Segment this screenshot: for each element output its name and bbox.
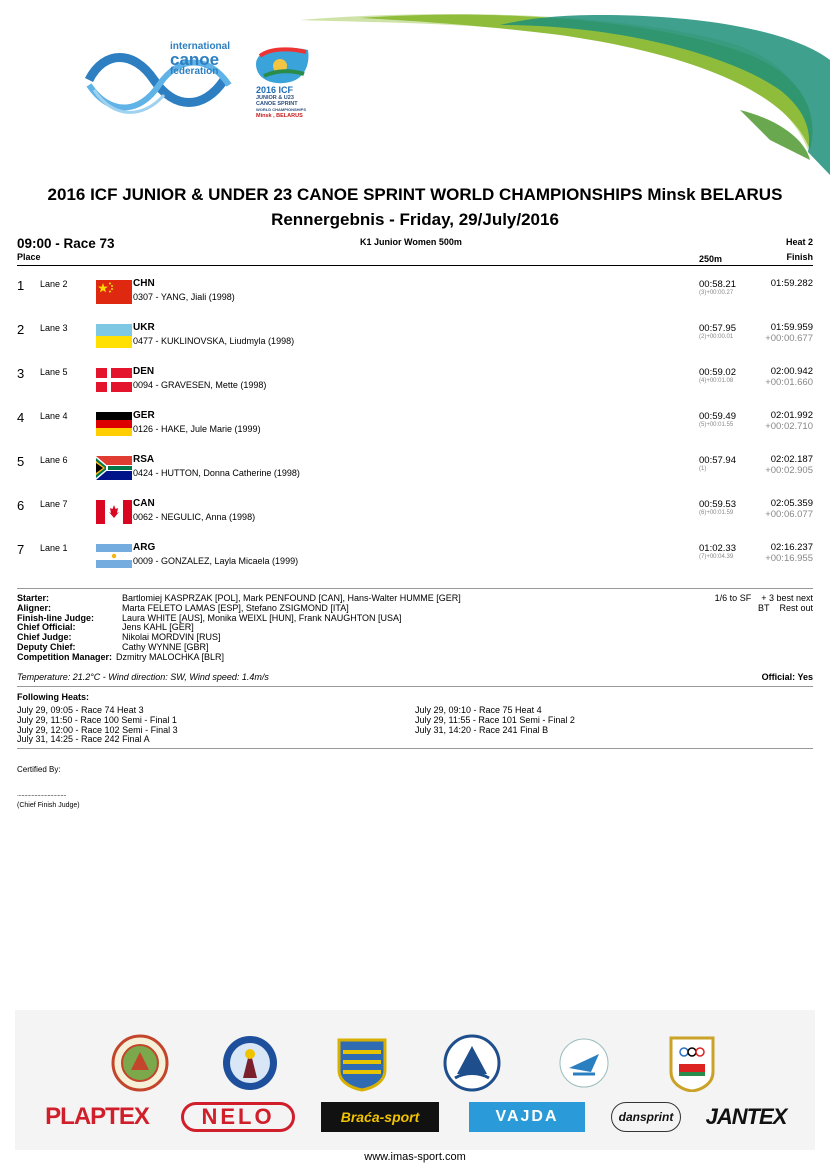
can-flag-icon	[96, 500, 132, 524]
finish-time: 02:00.942	[770, 366, 813, 377]
event-logo-line-4: WORLD CHAMPIONSHIPS	[256, 107, 306, 112]
ukr-flag-icon	[96, 324, 132, 348]
following-heat: July 29, 12:00 - Race 102 Semi - Final 3	[17, 724, 178, 735]
following-heat: July 31, 14:20 - Race 241 Final B	[415, 724, 549, 735]
official-row	[17, 633, 461, 643]
split-250m-diff: (4)+00:01.08	[699, 378, 734, 384]
result-row	[0, 488, 830, 532]
official-role: Chief Official:	[17, 622, 76, 633]
athlete-name: 0477 - KUKLINOVSKA, Liudmyla (1998)	[133, 336, 295, 346]
split-250m-diff: (3)+00:00.27	[699, 290, 734, 296]
finish-time: 01:59.959	[770, 322, 813, 333]
sport-ministry-logo	[555, 1034, 613, 1092]
place-number: 6	[17, 498, 25, 513]
athlete-name: 0307 - YANG, Jiali (1998)	[133, 292, 235, 302]
progression-rules	[715, 594, 813, 614]
lane-label: Lane 7	[40, 499, 68, 509]
athlete-name: 0094 - GRAVESEN, Mette (1998)	[133, 380, 267, 390]
place-number: 7	[17, 542, 25, 557]
lane-label: Lane 1	[40, 543, 68, 553]
finish-column-header: Finish	[786, 252, 813, 262]
lane-label: Lane 5	[40, 367, 68, 377]
event-logo-line-5: Minsk , BELARUS	[256, 113, 303, 119]
page-title: 2016 ICF JUNIOR & UNDER 23 CANOE SPRINT WORLD CHAMPIONSHIPS Minsk BELARUS	[47, 185, 783, 204]
official-row	[17, 623, 461, 633]
following-heats-left	[17, 706, 178, 745]
finish-time: 02:02.187	[770, 454, 813, 465]
official-row	[17, 653, 461, 663]
split-250m-diff: (7)+00:04.39	[699, 554, 734, 560]
following-heat: July 29, 09:05 - Race 74 Heat 3	[17, 705, 144, 715]
nation-code: CHN	[133, 278, 155, 289]
progression-outcome: Rest out	[779, 602, 813, 613]
official-status: Official: Yes	[761, 672, 813, 682]
official-names: Nikolai MORDVIN [RUS]	[122, 632, 221, 643]
finish-diff: +00:02.710	[765, 421, 813, 432]
event-logo-line-3: CANOE SPRINT	[256, 101, 298, 107]
arg-flag-icon	[96, 544, 132, 568]
following-heat: July 29, 11:55 - Race 101 Semi - Final 2	[415, 714, 575, 725]
athlete-name: 0424 - HUTTON, Donna Catherine (1998)	[133, 468, 300, 478]
250m-column-header: 250m	[699, 254, 723, 264]
result-row	[0, 532, 830, 576]
following-heat: July 29, 11:50 - Race 100 Semi - Final 1	[17, 714, 177, 725]
nation-code: ARG	[133, 542, 156, 553]
following-heats-heading: Following Heats:	[17, 692, 89, 702]
result-row	[0, 356, 830, 400]
progression-rule: 1/6 to SF	[714, 593, 752, 603]
finish-time: 02:01.992	[770, 410, 813, 421]
following-heat: July 31, 14:25 - Race 242 Final A	[17, 734, 150, 745]
signature-line: ..................................	[17, 791, 67, 798]
nation-code: DEN	[133, 366, 155, 377]
official-names: Bartlomiej KASPRZAK [POL], Mark PENFOUND [CAN], Hans-Walter HUMME [GER]	[122, 593, 461, 603]
following-heats-right	[415, 706, 575, 735]
den-flag-icon	[96, 368, 132, 392]
place-number: 1	[17, 278, 25, 293]
result-row	[0, 400, 830, 444]
progression-row	[715, 604, 813, 614]
result-row	[0, 268, 830, 312]
official-row	[17, 614, 461, 624]
split-250m-time: 00:59.02	[699, 367, 736, 378]
official-role: Deputy Chief:	[17, 641, 76, 652]
finish-diff: +00:01.660	[765, 377, 813, 388]
split-250m-diff: (2)+00:00.01	[699, 334, 734, 340]
minsk-emblem-logo	[221, 1034, 279, 1092]
icf-logo-line-3: federation	[170, 66, 219, 77]
sponsor-braca-sport: Braća-sport	[321, 1102, 439, 1132]
header-swoosh-graphic	[300, 0, 830, 190]
official-names: Jens KAHL [GER]	[122, 622, 194, 633]
official-role: Starter:	[17, 593, 50, 603]
split-250m-time: 00:57.95	[699, 323, 736, 334]
finish-time: 02:05.359	[770, 498, 813, 509]
finish-diff: +00:02.905	[765, 465, 813, 476]
event-logo-line-1: 2016 ICF	[256, 85, 294, 95]
split-250m-time: 00:58.21	[699, 279, 736, 290]
following-heat: July 29, 09:10 - Race 75 Heat 4	[415, 705, 542, 715]
race-label: 09:00 - Race 73	[17, 236, 115, 251]
official-names: Cathy WYNNE [GBR]	[122, 641, 209, 652]
split-250m-time: 00:57.94	[699, 455, 736, 466]
certified-by-label: Certified By:	[17, 765, 61, 774]
chn-flag-icon	[96, 280, 132, 304]
event-logo-line-2: JUNIOR & U23	[256, 95, 294, 101]
official-role: Finish-line Judge:	[17, 612, 95, 623]
split-250m-diff: (1)	[699, 466, 707, 472]
lane-label: Lane 4	[40, 411, 68, 421]
split-250m-time: 00:59.53	[699, 499, 736, 510]
split-250m-diff: (5)+00:01.55	[699, 422, 734, 428]
icf-logo-text	[170, 42, 230, 77]
event-logo-text	[256, 86, 316, 119]
sponsor-banner	[15, 1010, 815, 1150]
place-number: 3	[17, 366, 25, 381]
sponsor-jantex: JANTEX	[705, 1104, 787, 1129]
weather-conditions: Temperature: 21.2°C - Wind direction: SW, Wind speed: 1.4m/s	[17, 672, 269, 682]
place-column-header: Place	[17, 252, 41, 262]
place-number: 4	[17, 410, 25, 425]
lane-label: Lane 6	[40, 455, 68, 465]
official-role: Aligner:	[17, 602, 52, 613]
icf-logo-line-1: international	[170, 41, 231, 52]
split-250m-diff: (6)+00:01.59	[699, 510, 734, 516]
heat-label: Heat 2	[785, 237, 813, 247]
olympic-committee-logo	[663, 1034, 721, 1092]
athlete-name: 0126 - HAKE, Jule Marie (1999)	[133, 424, 261, 434]
result-row	[0, 444, 830, 488]
split-250m-time: 01:02.33	[699, 543, 736, 554]
athlete-name: 0009 - GONZALEZ, Layla Micaela (1999)	[133, 556, 299, 566]
official-role: Chief Judge:	[17, 632, 72, 643]
sponsor-nelo: NELO	[181, 1102, 295, 1132]
ger-flag-icon	[96, 412, 132, 436]
event-name: K1 Junior Women 500m	[360, 237, 462, 247]
sponsor-dansprint: dansprint	[611, 1102, 681, 1132]
lane-label: Lane 3	[40, 323, 68, 333]
header-divider	[17, 265, 813, 266]
finish-diff: +00:00.677	[765, 333, 813, 344]
nation-code: GER	[133, 410, 155, 421]
split-250m-time: 00:59.49	[699, 411, 736, 422]
place-number: 2	[17, 322, 25, 337]
divider	[17, 748, 813, 749]
finish-time: 02:16.237	[770, 542, 813, 553]
page-subtitle: Rennergebnis - Friday, 29/July/2016	[271, 210, 559, 229]
finish-diff: +00:06.077	[765, 509, 813, 520]
signer-title: (Chief Finish Judge)	[17, 802, 80, 809]
official-role: Competition Manager:	[17, 651, 113, 662]
lane-label: Lane 2	[40, 279, 68, 289]
official-names: Marta FELETO LAMAS [ESP], Stefano ZSIGMOND [ITA]	[122, 602, 349, 613]
nation-code: UKR	[133, 322, 155, 333]
coat-of-arms-logo	[333, 1034, 391, 1092]
finish-time: 01:59.282	[770, 278, 813, 289]
sponsor-plaptex: PLAPTEX	[45, 1103, 149, 1130]
divider	[17, 686, 813, 687]
athlete-name: 0062 - NEGULIC, Anna (1998)	[133, 512, 256, 522]
result-row	[0, 312, 830, 356]
divider	[17, 588, 813, 589]
finish-diff: +00:16.955	[765, 553, 813, 564]
sponsor-vajda: VAJDA	[469, 1102, 585, 1132]
nation-code: CAN	[133, 498, 155, 509]
footer-url: www.imas-sport.com	[364, 1151, 466, 1163]
federation-emblem-logo	[443, 1034, 501, 1092]
progression-outcome: + 3 best next	[761, 593, 813, 603]
nation-code: RSA	[133, 454, 155, 465]
rsa-flag-icon	[96, 456, 132, 480]
official-names: Laura WHITE [AUS], Monika WEIXL [HUN], Frank NAUGHTON [USA]	[122, 612, 402, 623]
official-names: Dzmitry MALOCHKA [BLR]	[116, 651, 225, 662]
progression-rule: BT	[757, 602, 770, 613]
officials-list	[17, 594, 461, 663]
city-seal-logo	[111, 1034, 169, 1092]
place-number: 5	[17, 454, 25, 469]
icf-logo-line-2: canoe	[170, 50, 220, 69]
